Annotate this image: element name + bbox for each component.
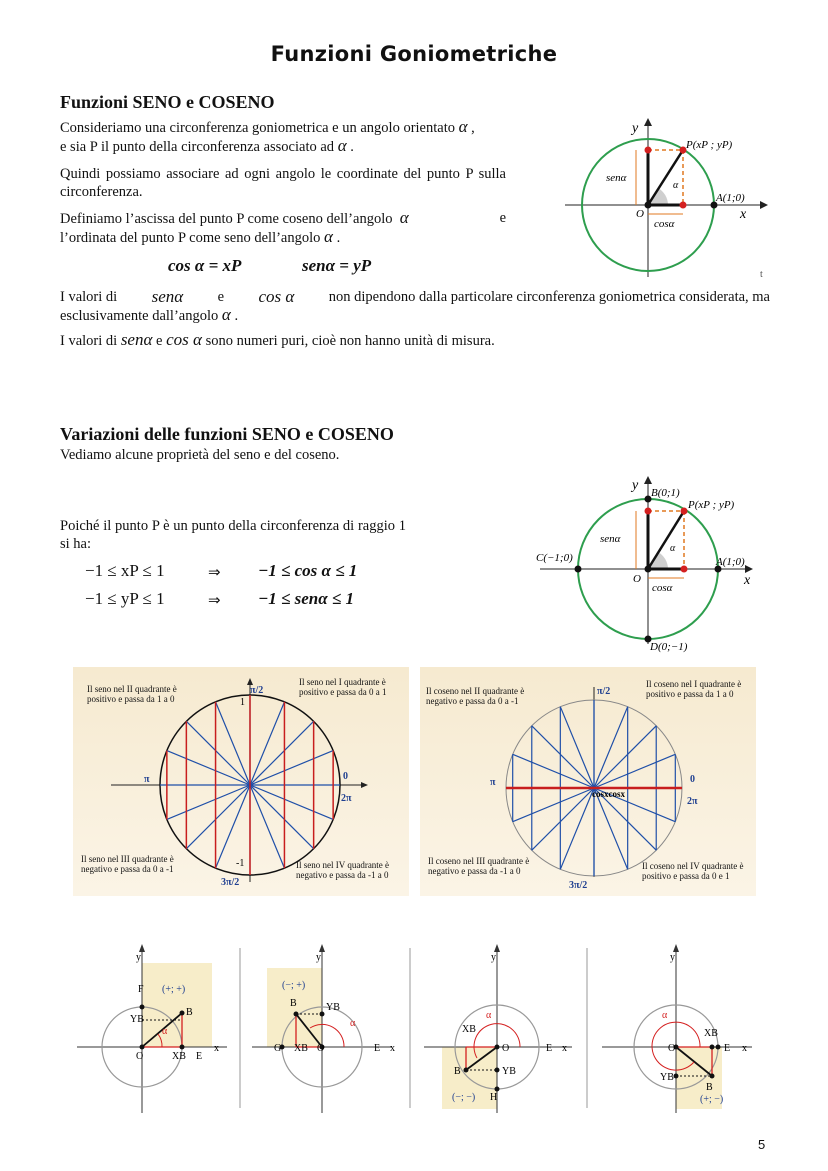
inequality-1-left: −1 ≤ xP ≤ 1	[85, 561, 165, 580]
point-p-label: P(xP ; yP)	[686, 139, 733, 151]
unit-circle-diagram-2	[530, 474, 780, 654]
text-span: Definiamo l’ascissa del punto P come coseno dell’angolo	[60, 211, 393, 227]
sen-alpha-symbol: senα	[151, 287, 184, 306]
y-label: y	[670, 952, 675, 963]
label-pi-half: π/2	[597, 686, 611, 697]
radius-line	[250, 721, 314, 785]
point-a-label: A(1;0)	[716, 556, 745, 568]
paragraph-raggio: Poiché il punto P è un punto della circonferenza di raggio 1 si ha:	[60, 518, 406, 552]
xb-label: XB	[462, 1024, 476, 1035]
label-two-pi: 2π	[687, 796, 698, 807]
yb-label: YB	[130, 1014, 144, 1025]
y-axis-label: y	[632, 478, 639, 493]
alpha-label: α	[350, 1018, 356, 1029]
text-span: Consideriamo una circonferenza goniometrica e un angolo orientato	[60, 120, 455, 136]
x-axis-label: x	[740, 207, 747, 222]
yb-label: YB	[660, 1072, 674, 1083]
o-label: O	[317, 1043, 325, 1054]
sine-q1-note: Il seno nel I quadrante è positivo e passa da 0 a 1	[299, 677, 387, 697]
sign-label: (+; −)	[700, 1094, 724, 1105]
quadrant-figures	[72, 938, 762, 1118]
point-b-label: B(0;1)	[651, 487, 680, 499]
alpha-symbol: α	[458, 117, 468, 136]
sign-label: (+; +)	[162, 984, 186, 995]
b-label: B	[186, 1007, 193, 1018]
label-three-pi-half: 3π/2	[221, 877, 240, 888]
section-heading-variazioni: Variazioni delle funzioni SENO e COSENO	[60, 424, 394, 444]
point-a-label: A(1;0)	[716, 192, 745, 204]
point-d-label: D(0;−1)	[650, 641, 688, 653]
origin-label: O	[636, 208, 644, 220]
label-one: 1	[240, 697, 245, 708]
b-label: B	[290, 998, 297, 1009]
text-span: I valori di	[60, 333, 118, 349]
e-label: E	[724, 1043, 731, 1054]
alpha-label: α	[662, 1010, 668, 1021]
label-pi: π	[490, 777, 496, 788]
radius-line	[186, 785, 250, 849]
alpha-label: α	[486, 1010, 492, 1021]
o-label: O	[136, 1051, 144, 1062]
xb-label: XB	[172, 1051, 186, 1062]
x-label: x	[390, 1043, 395, 1054]
y-label: y	[136, 952, 141, 963]
xb-label: XB	[294, 1043, 308, 1054]
cosine-q3-note: Il coseno nel III quadrante è negativo e passa da -1 a 0	[428, 856, 530, 876]
y-label: y	[491, 952, 496, 963]
yb-label: YB	[326, 1002, 340, 1013]
text-span: e	[156, 333, 163, 349]
page-number: 5	[758, 1137, 766, 1152]
radius-line	[250, 785, 314, 849]
implies-arrow-2: ⇒	[208, 593, 221, 609]
radius-line	[186, 721, 250, 785]
text-span: e	[217, 289, 225, 305]
label-three-pi-half: 3π/2	[569, 880, 588, 891]
section-heading-seno-coseno: Funzioni SENO e COSENO	[60, 92, 275, 112]
e-label: E	[196, 1051, 203, 1062]
sine-q4-note: Il seno nel IV quadrante è negativo e passa da -1 a 0	[296, 860, 390, 880]
g-label: G	[274, 1043, 282, 1054]
text-span: non dipendono dalla particolare circonferenza goniometrica considerata, ma	[328, 289, 770, 305]
xb-label: XB	[704, 1028, 718, 1039]
x-label: x	[742, 1043, 747, 1054]
h-label: H	[490, 1092, 498, 1103]
text-span: l’ordinata del punto P come seno dell’angolo	[60, 230, 321, 246]
text-span: sono numeri puri, cioè non hanno unità di misura.	[205, 333, 495, 349]
label-two-pi: 2π	[341, 793, 352, 804]
text-span: e	[499, 210, 506, 226]
paragraph-5	[60, 331, 760, 350]
label-zero: 0	[343, 771, 348, 782]
sine-q2-note: Il seno nel II quadrante è positivo e passa da 1 a 0	[87, 684, 177, 704]
alpha-symbol: α	[221, 305, 231, 324]
label-minus-one: -1	[236, 858, 245, 869]
unit-circle-diagram-1	[560, 112, 780, 282]
inequality-2-left: −1 ≤ yP ≤ 1	[85, 589, 165, 608]
o-label: O	[668, 1043, 676, 1054]
paragraph-2: Quindi possiamo associare ad ogni angolo le coordinate del punto P sulla circonferenza.	[60, 166, 506, 200]
radius-line	[594, 726, 656, 788]
o-label: O	[502, 1043, 510, 1054]
stray-mark: t	[760, 269, 763, 280]
y-axis-label: y	[632, 121, 639, 136]
formula-cos: cos α = xP	[168, 256, 242, 275]
alpha-label: α	[670, 543, 676, 554]
point-p-label: P(xP ; yP)	[688, 499, 735, 511]
cos-label: cosα	[652, 582, 673, 594]
origin-label: O	[633, 573, 641, 585]
cos-label: cosα	[654, 218, 675, 230]
cosine-q4-note: Il coseno nel IV quadrante è positivo e passa da 0 e 1	[642, 861, 744, 881]
cos-alpha-symbol: cos α	[258, 287, 295, 306]
yb-label: YB	[502, 1066, 516, 1077]
label-zero: 0	[690, 774, 695, 785]
inequality-1-right: −1 ≤ cos α ≤ 1	[258, 561, 358, 580]
section-intro: Vediamo alcune proprietà del seno e del coseno.	[60, 447, 340, 463]
inequality-2-right: −1 ≤ senα ≤ 1	[258, 589, 354, 608]
paragraph-3: Definiamo l’ascissa del punto P come coseno dell’angolo α e l’ordinata del punto P come seno dell’angolo α .	[60, 208, 506, 246]
page-title: Funzioni Goniometriche	[270, 42, 558, 66]
sine-variation-panel	[73, 667, 409, 896]
x-axis-label: x	[744, 573, 751, 588]
alpha-label: α	[673, 180, 679, 191]
point-c-label: C(−1;0)	[536, 552, 573, 564]
text-span: I valori di	[60, 289, 118, 305]
cosine-variation-panel	[420, 667, 756, 896]
sign-label: (−; +)	[282, 980, 306, 991]
e-label: E	[374, 1043, 381, 1054]
x-label: x	[562, 1043, 567, 1054]
y-label: y	[316, 952, 321, 963]
e-label: E	[546, 1043, 553, 1054]
formula-sen: senα = yP	[302, 256, 372, 275]
label-pi-half: π/2	[250, 685, 264, 696]
alpha-symbol: α	[399, 208, 409, 227]
cosine-q2-note: Il coseno nel II quadrante è negativo e passa da 0 a -1	[426, 686, 525, 706]
sen-alpha-symbol: senα	[120, 330, 153, 349]
label-cosx: cosxcosx	[592, 789, 625, 799]
text-span: esclusivamente dall’angolo	[60, 308, 219, 324]
sen-label: senα	[606, 172, 627, 184]
alpha-label: α	[162, 1026, 168, 1037]
alpha-symbol: α	[337, 136, 347, 155]
b-label: B	[706, 1082, 713, 1093]
paragraph-4: I valori di senα e cos α non dipendono dalla particolare circonferenza goniometrica considerata, ma esclusivamente dall’angolo α .	[60, 287, 770, 324]
b-label: B	[454, 1066, 461, 1077]
radius-line	[532, 788, 594, 850]
cosine-q1-note: Il coseno nel I quadrante è positivo e passa da 1 a 0	[646, 679, 742, 699]
cos-alpha-symbol: cos α	[166, 330, 202, 349]
sign-label: (−; −)	[452, 1092, 476, 1103]
sine-q3-note: Il seno nel III quadrante è negativo e passa da 0 a -1	[81, 854, 174, 874]
text-span: e sia P il punto della circonferenza associato ad	[60, 139, 335, 155]
f-label: F	[138, 984, 144, 995]
x-label: x	[214, 1043, 219, 1054]
sen-label: senα	[600, 533, 621, 545]
implies-arrow-1: ⇒	[208, 565, 221, 581]
label-pi: π	[144, 774, 150, 785]
paragraph-1: Consideriamo una circonferenza goniometrica e un angolo orientato α , e sia P il punto della circonferenza associato ad α .	[60, 117, 475, 155]
radius-line	[532, 726, 594, 788]
alpha-symbol: α	[324, 227, 333, 246]
